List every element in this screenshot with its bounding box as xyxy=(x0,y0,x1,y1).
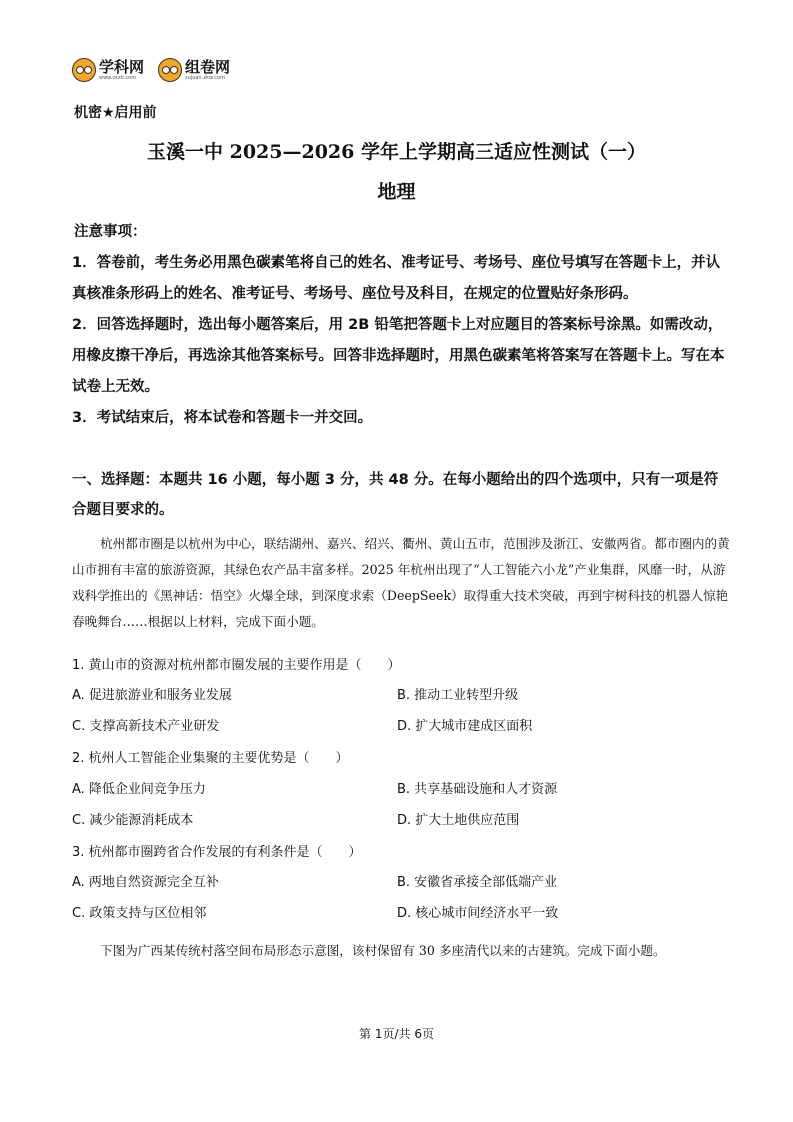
section-heading: 一、选择题：本题共 16 小题，每小题 3 分，共 48 分。在每小题给出的四个选项中，只有一项是符合题目要求的。 xyxy=(72,472,719,518)
secret-label: 机密★启用前 xyxy=(74,105,157,121)
logo-name: 组卷网 xyxy=(185,57,231,76)
logo-row xyxy=(72,58,230,82)
note-item: 1．答卷前，考生务必用黑色碳素笔将自己的姓名、准考证号、考场号、座位号填写在答题卡上，并认真核准条形码上的姓名、准考证号、考场号、座位号及科目，在规定的位置贴好条形码。 xyxy=(72,255,721,302)
question-stem: 2. 杭州人工智能企业集聚的主要优势是（ ） xyxy=(72,751,349,766)
owl-icon xyxy=(72,58,96,82)
logo-sub: www.zxxk.com xyxy=(99,74,137,81)
subject-title: 地理 xyxy=(377,181,416,203)
option-a: A. 降低企业间竞争压力 xyxy=(72,782,206,797)
note-item: 2．回答选择题时，选出每小题答案后，用 2B 铅笔把答题卡上对应题目的答案标号涂黑。如需改动，用橡皮擦干净后，再选涂其他答案标号。回答非选择题时，用黑色碳素笔将答案写在答题卡上。写在本试卷上无效。 xyxy=(72,317,725,395)
notes-list xyxy=(72,248,728,434)
option-b: B. 安徽省承接全部低端产业 xyxy=(397,875,558,890)
notes-heading: 注意事项： xyxy=(74,224,147,240)
option-c: C. 政策支持与区位相邻 xyxy=(72,906,207,921)
question-stem: 1. 黄山市的资源对杭州都市圈发展的主要作用是（ ） xyxy=(72,658,401,673)
note-item: 3．考试结束后，将本试卷和答题卡一并交回。 xyxy=(72,410,373,426)
logo-name: 学科网 xyxy=(99,57,145,76)
option-a: A. 两地自然资源完全互补 xyxy=(72,875,219,890)
zujuan-logo xyxy=(158,58,230,82)
option-b: B. 推动工业转型升级 xyxy=(397,688,519,703)
option-c: C. 减少能源消耗成本 xyxy=(72,813,194,828)
option-c: C. 支撑高新技术产业研发 xyxy=(72,719,220,734)
option-b: B. 共享基础设施和人才资源 xyxy=(397,782,558,797)
question-stem: 3. 杭州都市圈跨省合作发展的有利条件是（ ） xyxy=(72,845,362,860)
exam-title: 玉溪一中 2025—2026 学年上学期高三适应性测试（一） xyxy=(147,141,646,163)
xueke-logo xyxy=(72,58,144,82)
option-d: D. 扩大土地供应范围 xyxy=(397,813,520,828)
option-d: D. 核心城市间经济水平一致 xyxy=(397,906,559,921)
material-paragraph: 杭州都市圈是以杭州为中心，联结湖州、嘉兴、绍兴、衢州、黄山五市，范围涉及浙江、安徽两省。都市圈内的黄山市拥有丰富的旅游资源，其绿色农产品丰富多样。2025 年杭州出现了“人工智能六小龙”产业集群，风靡一时，从游戏科学推出的《黑神话：悟空》火爆全球，到深度求索（DeepSeek）取得重大技术突破，再到宇树科技的机器人惊艳春晚舞台……根据以上材料，完成下面小题。 xyxy=(72,536,730,629)
option-d: D. 扩大城市建成区面积 xyxy=(397,719,533,734)
logo-sub: zujuan.xkw.com xyxy=(185,74,225,81)
material-paragraph-2: 下图为广西某传统村落空间布局形态示意图，该村保留有 30 多座清代以来的古建筑。完成下面小题。 xyxy=(100,943,666,958)
option-a: A. 促进旅游业和服务业发展 xyxy=(72,688,232,703)
page-footer: 第 1页/共 6页 xyxy=(359,1027,434,1041)
owl-icon xyxy=(158,58,182,82)
